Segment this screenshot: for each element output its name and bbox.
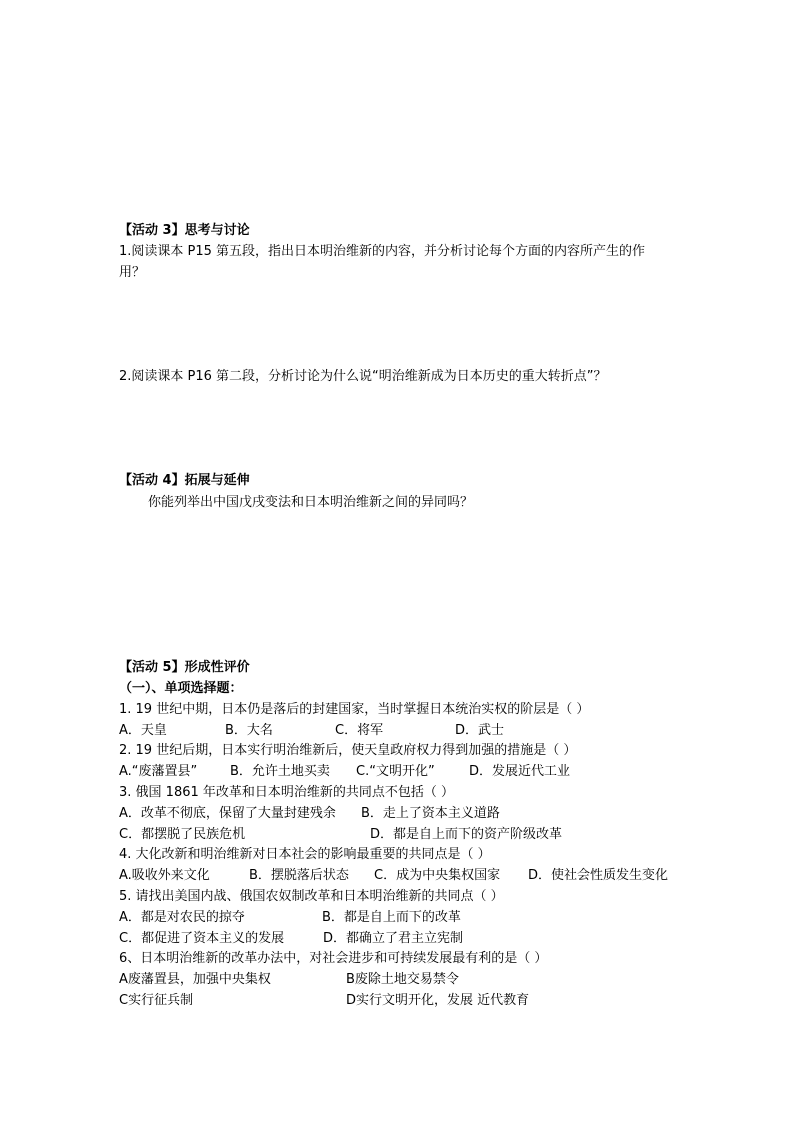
question-6-option-a: A废藩置县，加强中央集权 bbox=[119, 972, 271, 987]
question-5-option-b: B．都是自上而下的改革 bbox=[322, 910, 461, 925]
question-6-option-d: D实行文明开化，发展 近代教育 bbox=[346, 993, 530, 1008]
question-3-stem: 3. 俄国 1861 年改革和日本明治维新的共同点不包括（ ） bbox=[119, 785, 455, 800]
activity4-heading: 【活动 4】拓展与延伸 bbox=[119, 473, 250, 488]
question-4-option-c: C．成为中央集权国家 bbox=[374, 868, 501, 883]
question-2-stem: 2. 19 世纪后期，日本实行明治维新后，使天皇政府权力得到加强的措施是（ ） bbox=[119, 743, 577, 758]
question-5-option-d: D．都确立了君主立宪制 bbox=[323, 931, 464, 946]
question-2-option-c: C.“文明开化” bbox=[356, 764, 435, 779]
question-1-option-a: A．天皇 bbox=[119, 723, 167, 738]
question-6-option-c: C实行征兵制 bbox=[119, 993, 194, 1008]
question-3-option-c: C．都摆脱了民族危机 bbox=[119, 827, 246, 842]
activity3-question1-line2: 用？ bbox=[119, 265, 146, 280]
question-2-option-b: B．允许土地买卖 bbox=[230, 764, 330, 779]
question-3-option-a: A．改革不彻底，保留了大量封建残余 bbox=[119, 806, 336, 821]
activity4-question: 你能列举出中国戊戌变法和日本明治维新之间的异同吗？ bbox=[148, 495, 474, 510]
activity5-section-title: （一）、单项选择题： bbox=[119, 681, 243, 696]
question-3-option-b: B．走上了资本主义道路 bbox=[361, 806, 500, 821]
question-5-stem: 5. 请找出美国内战、俄国农奴制改革和日本明治维新的共同点（ ） bbox=[119, 889, 504, 904]
question-4-option-a: A.吸收外来文化 bbox=[119, 868, 210, 883]
question-5-option-c: C．都促进了资本主义的发展 bbox=[119, 931, 285, 946]
question-2-option-d: D．发展近代工业 bbox=[469, 764, 571, 779]
question-3-option-d: D．都是自上而下的资产阶级改革 bbox=[370, 827, 563, 842]
question-1-option-b: B．大名 bbox=[225, 723, 273, 738]
activity5-heading: 【活动 5】形成性评价 bbox=[119, 660, 250, 675]
question-5-option-a: A．都是对农民的掠夺 bbox=[119, 910, 245, 925]
question-2-option-a: A.“废藩置县” bbox=[119, 764, 198, 779]
question-6-option-b: B废除土地交易禁令 bbox=[346, 972, 459, 987]
question-4-option-b: B．摆脱落后状态 bbox=[249, 868, 349, 883]
question-1-option-d: D．武士 bbox=[455, 723, 505, 738]
question-1-stem: 1. 19 世纪中期，日本仍是落后的封建国家，当时掌握日本统治实权的阶层是（ ） bbox=[119, 702, 590, 717]
activity3-question1-line1: 1.阅读课本 P15 第五段，指出日本明治维新的内容，并分析讨论每个方面的内容所产生的作 bbox=[119, 244, 646, 259]
activity3-heading: 【活动 3】思考与讨论 bbox=[119, 223, 250, 238]
question-1-option-c: C．将军 bbox=[335, 723, 384, 738]
question-6-stem: 6、日本明治维新的改革办法中，对社会进步和可持续发展最有利的是（ ） bbox=[119, 951, 548, 966]
question-4-option-d: D．使社会性质发生变化 bbox=[528, 868, 669, 883]
question-4-stem: 4. 大化改新和明治维新对日本社会的影响最重要的共同点是（ ） bbox=[119, 847, 491, 862]
activity3-question2: 2.阅读课本 P16 第二段，分析讨论为什么说“明治维新成为日本历史的重大转折点”？ bbox=[119, 369, 607, 384]
